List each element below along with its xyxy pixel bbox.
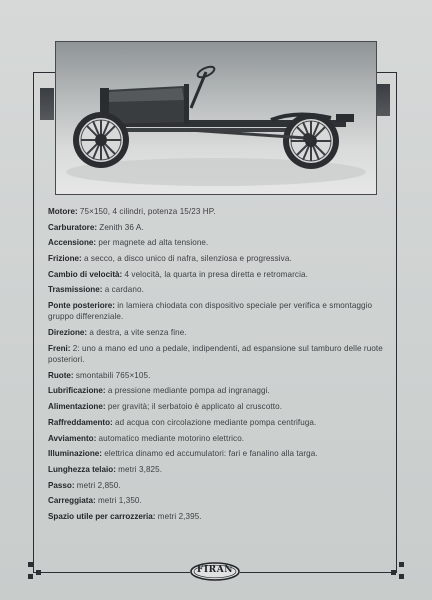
spec-label: Accensione:: [48, 238, 97, 248]
frame-right-line: [396, 72, 397, 572]
spec-label: Frizione:: [48, 254, 82, 264]
spec-item: [48, 222, 393, 233]
spec-label: Illuminazione:: [48, 449, 102, 459]
frame-corner-ornament: [28, 562, 33, 567]
spec-value: per gravità; il serbatoio è applicato al cruscotto.: [107, 402, 283, 412]
spec-label: Avviamento:: [48, 433, 97, 443]
spec-value: a secco, a disco unico di nafra, silenziosa e progressiva.: [83, 254, 292, 264]
logo-text: FIRAN: [196, 565, 234, 575]
spec-value: 4 velocità, la quarta in presa diretta e retromarcia.: [124, 269, 308, 279]
spec-item: [48, 284, 393, 295]
chassis-photo: [55, 41, 377, 195]
spec-value: elettrica dinamo ed accumulatori: fari e fanalino alla targa.: [104, 449, 318, 459]
spec-label: Passo:: [48, 480, 75, 490]
spec-label: Freni:: [48, 343, 71, 353]
spec-item: [48, 300, 393, 323]
spec-label: Raffreddamento:: [48, 417, 113, 427]
spec-label: Carreggiata:: [48, 496, 96, 506]
spec-item: [48, 511, 393, 522]
spec-value: metri 2,395.: [157, 511, 202, 521]
spec-value: 75×150, 4 cilindri, potenza 15/23 HP.: [79, 207, 216, 216]
spec-label: Carburatore:: [48, 222, 98, 232]
spec-value: in lamiera chiodata con dispositivo speciale per verifica e smontaggio gruppo differenziale.: [48, 301, 373, 322]
spec-item: [48, 343, 393, 366]
spec-value: a pressione mediante pompa ad ingranaggi.: [107, 386, 270, 396]
spec-label: Ruote:: [48, 370, 74, 380]
spec-label: Alimentazione:: [48, 402, 106, 412]
spec-value: metri 3,825.: [118, 464, 163, 474]
spec-label: Lubrificazione:: [48, 386, 106, 396]
frame-corner-ornament: [399, 574, 404, 579]
spec-label: Motore:: [48, 207, 78, 216]
frame-corner-ornament: [28, 574, 33, 579]
spec-label: Direzione:: [48, 328, 88, 338]
spec-item: [48, 448, 393, 459]
frame-top-right-line: [375, 72, 397, 73]
spec-value: a destra, a vite senza fine.: [89, 328, 187, 338]
spec-item: [48, 417, 393, 428]
spec-value: Zenith 36 A.: [99, 222, 144, 232]
spec-value: metri 1,350.: [97, 496, 142, 506]
spec-value: ad acqua con circolazione mediante pompa centrifuga.: [115, 417, 317, 427]
frame-top-left-line: [33, 72, 55, 73]
spec-item: [48, 253, 393, 264]
spec-value: a cardano.: [104, 285, 144, 295]
frame-bottom-left-line: [33, 572, 190, 573]
spec-value: per magnete ad alta tensione.: [98, 238, 209, 248]
spec-item: [48, 480, 393, 491]
spec-item: [48, 433, 393, 444]
spec-item: [48, 401, 393, 412]
automobile-chassis-icon: [56, 42, 376, 194]
spec-value: metri 2,850.: [76, 480, 121, 490]
spec-item: [48, 370, 393, 381]
spec-label: Ponte posteriore:: [48, 301, 116, 311]
frame-corner-ornament: [399, 562, 404, 567]
brand-logo: [190, 562, 240, 581]
spec-item: [48, 464, 393, 475]
specification-list: [48, 206, 393, 527]
spec-label: Lunghezza telaio:: [48, 464, 116, 474]
spec-label: Spazio utile per carrozzeria:: [48, 511, 156, 521]
frame-corner-ornament: [391, 570, 396, 575]
frame-left-line: [33, 72, 34, 572]
spec-value: smontabili 765×105.: [75, 370, 151, 380]
frame-side-block-left: [40, 88, 54, 120]
spec-label: Trasmissione:: [48, 285, 103, 295]
spec-value: 2: uno a mano ed uno a pedale, indipendenti, ad espansione sul tamburo delle ruote posteriori.: [48, 343, 383, 365]
spec-item: [48, 385, 393, 396]
spec-item: [48, 269, 393, 280]
spec-item: [48, 237, 393, 248]
spec-label: Cambio di velocità:: [48, 269, 123, 279]
frame-bottom-right-line: [240, 572, 397, 573]
frame-side-block-right: [376, 84, 390, 116]
frame-corner-ornament: [36, 570, 41, 575]
spec-item: [48, 206, 393, 217]
spec-item: [48, 495, 393, 506]
spec-value: automatico mediante motorino elettrico.: [98, 433, 245, 443]
spec-item: [48, 327, 393, 338]
